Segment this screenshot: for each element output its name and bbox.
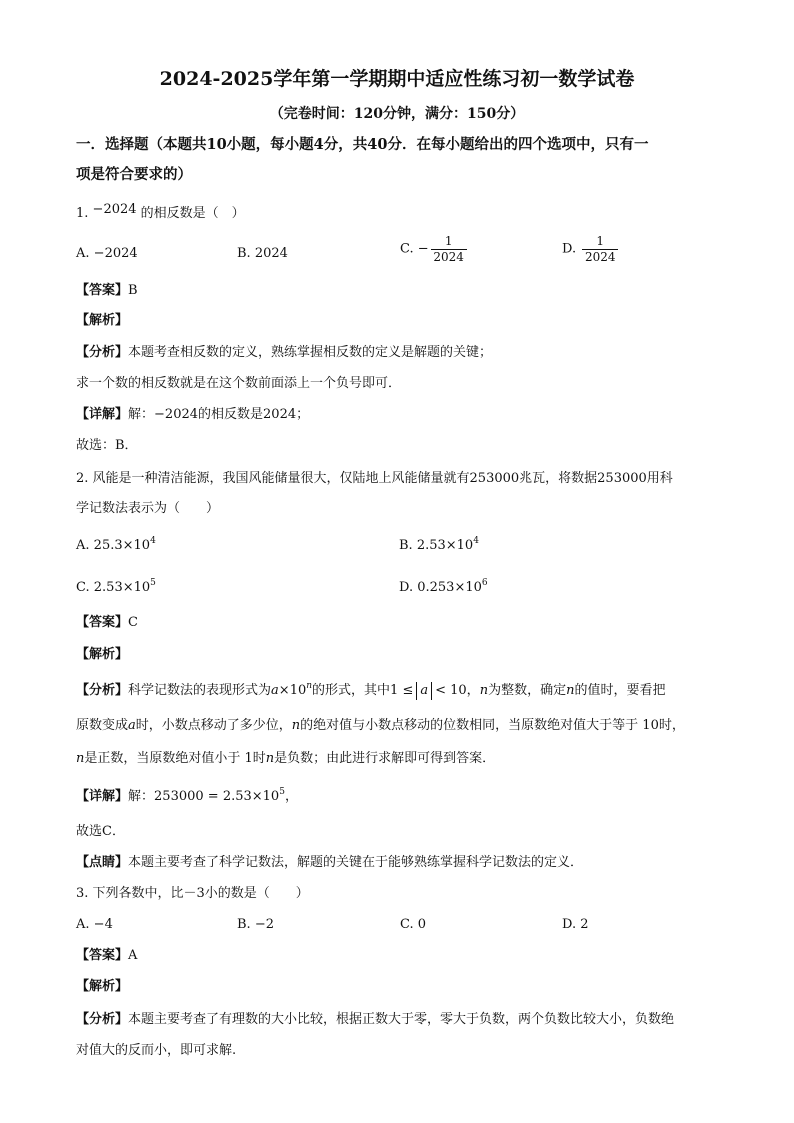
minus-sign: − [417, 241, 429, 257]
analysis-line-2: 求一个数的相反数就是在这个数前面添上一个负号即可． [76, 376, 402, 391]
option-c [76, 578, 156, 598]
fraction [431, 234, 467, 265]
var-a: a [271, 683, 279, 698]
question-3-stem: 3. 下列各数中，比－3小的数是（ ） [76, 886, 309, 901]
exponent: 5 [279, 787, 285, 797]
option-value: 2.53×10 [416, 538, 474, 553]
fenxi-text: 的值时，要看把 [574, 683, 666, 698]
fraction-numerator: 1 [444, 234, 453, 248]
exponent: 5 [150, 578, 156, 588]
exponent-n: n [306, 681, 313, 691]
dianjing-line [76, 853, 583, 873]
detail-text: ， [284, 789, 298, 804]
exam-subtitle: （完卷时间：120分钟，满分：150分） [269, 106, 525, 122]
option-b [399, 536, 479, 556]
section-heading-cont: 项是符合要求的） [76, 166, 192, 183]
option-value: 0.253×10 [417, 580, 482, 595]
question-expr: −2024 [92, 202, 137, 217]
answer-value: C [128, 615, 138, 630]
analysis-line-2: 对值大的反而小，即可求解. [76, 1043, 237, 1058]
option-d [562, 234, 620, 265]
fenxi-text: 是负数；由此进行求解即可得到答案． [274, 751, 496, 766]
fenxi-tag: 【分析】 [76, 683, 129, 698]
detail-text: 解： [128, 407, 155, 422]
fenxi-text: 原数变成 [76, 718, 129, 733]
option-label: B. [237, 246, 251, 261]
inequality-right: < 10， [435, 683, 480, 698]
fraction-denominator: 2024 [584, 250, 616, 264]
option-value: 25.3×10 [93, 538, 151, 553]
var-a: a [128, 718, 136, 733]
var-n: n [265, 751, 275, 766]
question-2-stem: 2. 风能是一种清洁能源，我国风能储量很大，仅陆地上风能储量就有253000兆瓦，将数据253000用科 [76, 471, 673, 486]
answer-value: B [128, 283, 138, 298]
analysis-tag: 【解析】 [76, 647, 129, 662]
fenxi-text: 时，小数点移动了多少位， [135, 718, 292, 733]
answer-tag: 【答案】 [76, 948, 129, 963]
option-label: C. [400, 917, 414, 932]
detail-text: 解： [128, 789, 155, 804]
question-1-stem [76, 204, 245, 224]
option-value: 0 [417, 917, 427, 932]
detail-tag: 【详解】 [76, 407, 129, 422]
option-c [400, 234, 469, 265]
option-value: −2024 [93, 246, 138, 261]
option-d [399, 578, 488, 598]
fenxi-tag: 【分析】 [76, 1012, 129, 1027]
option-label: C. [76, 580, 90, 595]
var-n: n [479, 683, 489, 698]
option-b [237, 244, 288, 264]
analysis-tag: 【解析】 [76, 313, 129, 328]
option-label: A. [76, 917, 90, 932]
analysis-line-3 [76, 749, 495, 769]
option-value: 2024 [254, 246, 288, 261]
option-value: 2.53×10 [93, 580, 151, 595]
var-n: n [291, 718, 301, 733]
exam-title: 2024-2025学年第一学期期中适应性练习初一数学试卷 [159, 68, 635, 90]
option-value: 2 [580, 917, 589, 932]
answer-tag: 【答案】 [76, 283, 129, 298]
dianjing-tag: 【点睛】 [76, 855, 129, 870]
option-label: D. [562, 241, 577, 257]
fraction [582, 234, 618, 265]
option-c [400, 915, 426, 935]
option-a [76, 244, 138, 264]
answer-tag: 【答案】 [76, 615, 129, 630]
option-label: B. [399, 538, 413, 553]
question-number: 1. [76, 206, 89, 221]
answer-value: A [128, 948, 138, 963]
option-d [562, 915, 589, 935]
fenxi-text: 的形式，其中 [312, 683, 391, 698]
fenxi-tag: 【分析】 [76, 345, 129, 360]
fenxi-text: 本题考查相反数的定义，熟练掌握相反数的定义是解题的关键； [128, 345, 493, 360]
option-a [76, 915, 113, 935]
section-heading: 一．选择题（本题共10小题，每小题4分，共40分．在每小题给出的四个选项中，只有一 [76, 136, 649, 153]
answer-line [76, 613, 138, 633]
fenxi-text: 本题主要考查了有理数的大小比较，根据正数大于零，零大于负数，两个负数比较大小，负数绝 [128, 1012, 675, 1027]
option-a [76, 536, 156, 556]
question-text: 的相反数是（ ） [140, 206, 245, 221]
absolute-value: a [416, 682, 432, 700]
exponent: 4 [150, 536, 156, 546]
option-b [237, 915, 274, 935]
answer-line [76, 281, 138, 301]
analysis-line [76, 343, 492, 363]
analysis-tag: 【解析】 [76, 979, 129, 994]
fraction-numerator: 1 [596, 234, 605, 248]
detail-line [76, 787, 298, 807]
option-label: B. [237, 917, 251, 932]
fenxi-text: 科学记数法的表现形式为 [128, 683, 272, 698]
option-value: −2 [254, 917, 274, 932]
detail-expr: −2024 [154, 407, 199, 422]
option-label: A. [76, 538, 90, 553]
choose-line: 故选：B． [76, 438, 138, 453]
option-label: D. [399, 580, 414, 595]
option-value: −4 [93, 917, 113, 932]
detail-text: 的相反数是 [198, 407, 264, 422]
fenxi-text: 的绝对值与小数点移动的位数相同，当原数绝对值大于等于 10时， [300, 718, 685, 733]
detail-expr: 253000 = 2.53×10 [154, 789, 280, 804]
choose-line: 故选C． [76, 824, 125, 839]
detail-line [76, 405, 309, 425]
fenxi-text: 为整数，确定 [488, 683, 567, 698]
detail-expr: 2024 [263, 407, 297, 422]
var-n: n [76, 751, 85, 766]
option-label: C. [400, 241, 414, 257]
option-label: D. [562, 917, 577, 932]
exponent: 4 [473, 536, 479, 546]
times-ten: ×10 [278, 683, 307, 698]
detail-tag: 【详解】 [76, 789, 129, 804]
question-2-stem-cont: 学记数法表示为（ ） [76, 501, 220, 516]
analysis-line [76, 681, 665, 701]
answer-line [76, 946, 137, 966]
var-n: n [566, 683, 575, 698]
detail-text: ； [296, 407, 310, 422]
dianjing-text: 本题主要考查了科学记数法，解题的关键在于能够熟练掌握科学记数法的定义． [128, 855, 584, 870]
exponent: 6 [481, 578, 488, 588]
analysis-line-2 [76, 716, 685, 736]
option-label: A. [76, 246, 90, 261]
fraction-denominator: 2024 [433, 250, 464, 264]
inequality-left: 1 ≤ [390, 683, 414, 698]
fenxi-text: 是正数，当原数绝对值小于 1时 [84, 751, 266, 766]
analysis-line [76, 1010, 674, 1030]
